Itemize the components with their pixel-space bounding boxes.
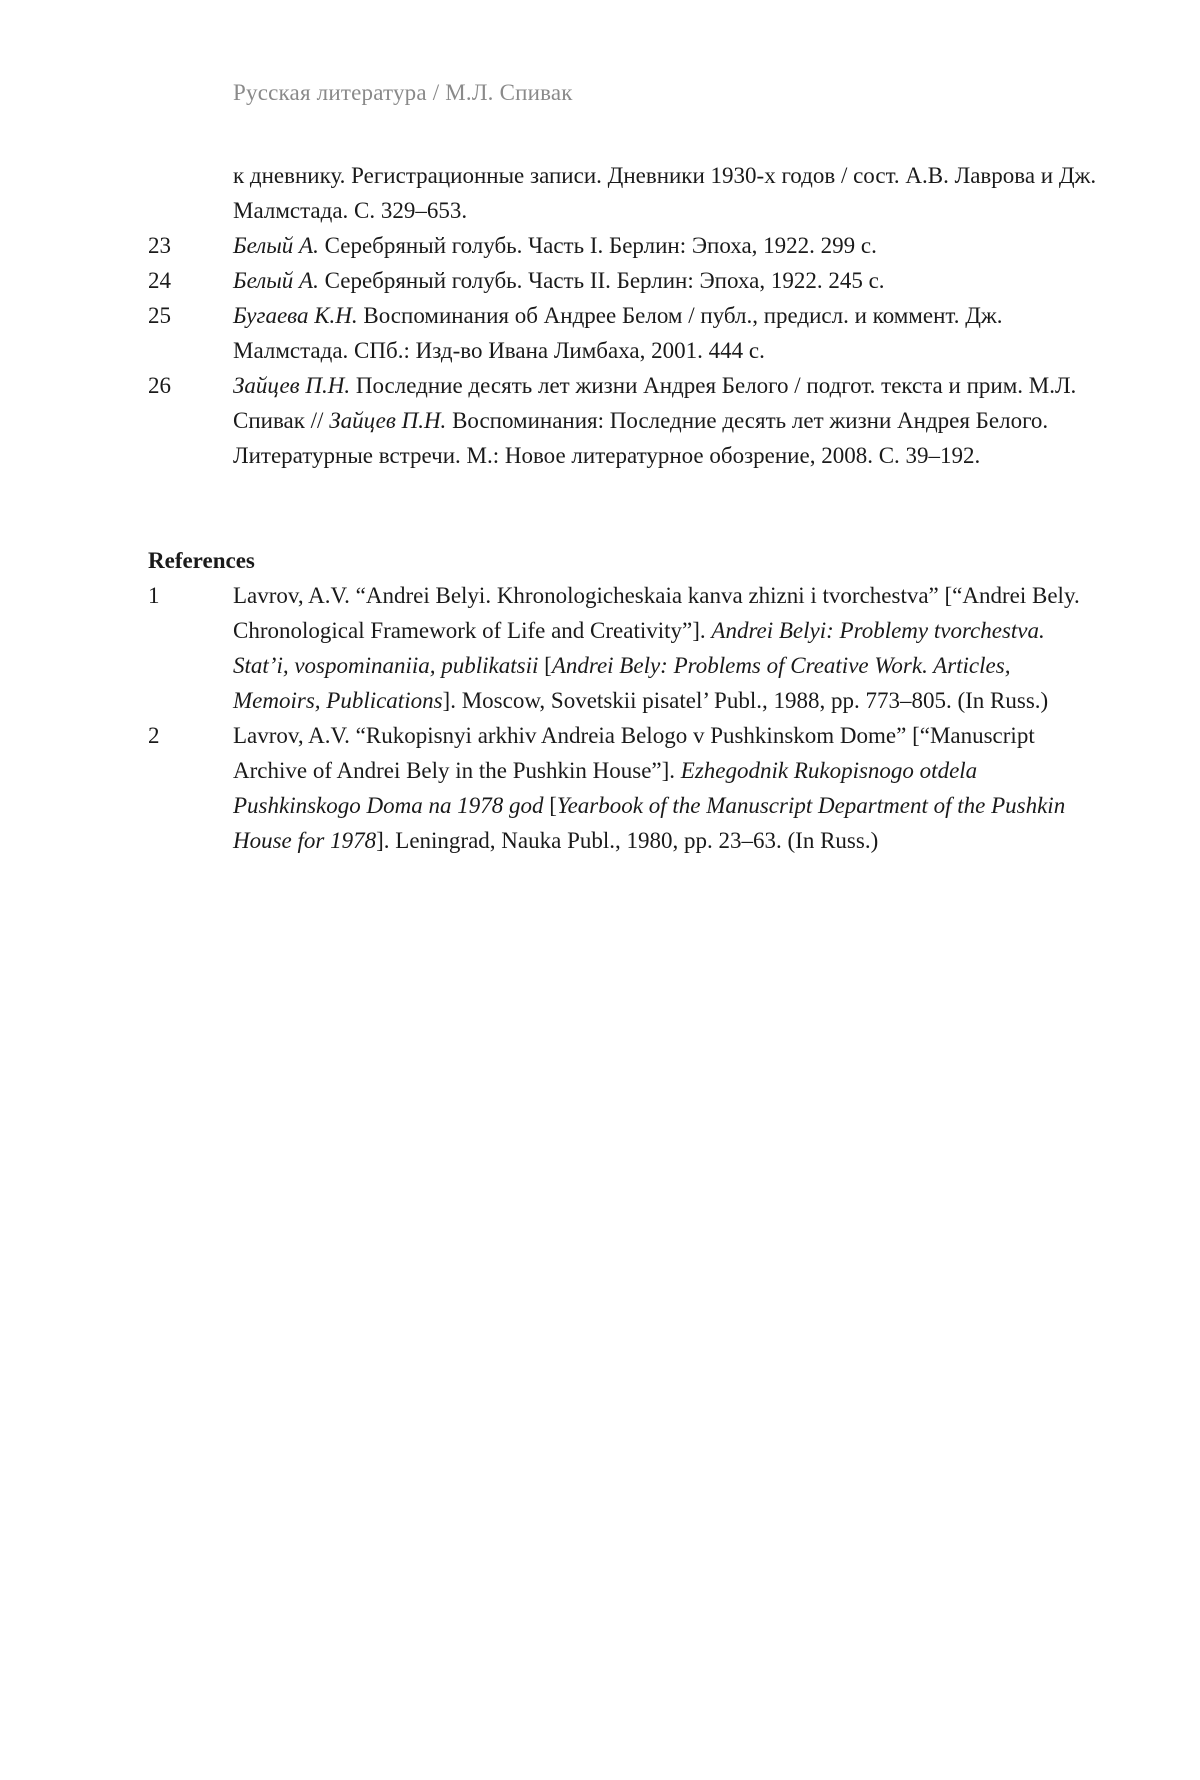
entry-number: 24 bbox=[148, 268, 171, 293]
entry-author-secondary: Зайцев П.Н. bbox=[329, 408, 447, 433]
entry-text bbox=[233, 298, 1098, 368]
ref-italic-b: Yearbook of the Manuscript Department of the Pushkin House for 1978 bbox=[233, 793, 1066, 853]
ref-italic-a: Ezhegodnik Rukopisnogo otdela Pushkinskogo Doma na 1978 god bbox=[233, 758, 978, 818]
entry-number: 26 bbox=[148, 373, 171, 398]
entry-text bbox=[233, 718, 1098, 858]
entry-body: Серебряный голубь. Часть II. Берлин: Эпоха, 1922. 245 с. bbox=[318, 268, 885, 293]
entry-author: Бугаева К.Н. bbox=[233, 303, 358, 328]
ref-plain-b: [ bbox=[543, 793, 557, 818]
reference-entry-1 bbox=[148, 578, 1098, 718]
ref-plain-a: Lavrov, A.V. “Andrei Belyi. Khronologicheskaia kanva zhizni i tvorchestva” [“Andrei Bely. Chronological Framework of Life and Creativity”]. bbox=[233, 583, 1080, 643]
entry-text bbox=[233, 263, 1098, 298]
ref-italic-a: Andrei Belyi: Problemy tvorchestva. Stat’i, vospominaniia, publikatsii bbox=[233, 618, 1045, 678]
entry-body-part-b: Воспоминания: Последние десять лет жизни Андрея Белого. Литературные встречи. М.: Новое литературное обозрение, 2008. С. 39–192. bbox=[233, 408, 1049, 468]
entry-author: Белый А. bbox=[233, 233, 319, 258]
entry-author: Зайцев П.Н. bbox=[233, 373, 351, 398]
entry-number: 2 bbox=[148, 723, 160, 748]
entry-author: Белый А. bbox=[233, 268, 319, 293]
entry-text bbox=[233, 228, 1098, 263]
source-entry-24 bbox=[148, 263, 1098, 298]
ref-plain-a: Lavrov, A.V. “Rukopisnyi arkhiv Andreia Belogo v Pushkinskom Dome” [“Manuscript Archive of Andrei Bely in the Pushkin House”]. bbox=[233, 723, 1035, 783]
entry-text bbox=[233, 368, 1098, 473]
ref-plain-b: [ bbox=[538, 653, 552, 678]
references-heading: References bbox=[148, 548, 255, 573]
entry-body: Серебряный голубь. Часть I. Берлин: Эпоха, 1922. 299 с. bbox=[318, 233, 877, 258]
ref-plain-c: ]. Leningrad, Nauka Publ., 1980, pp. 23–63. (In Russ.) bbox=[376, 828, 879, 853]
entry-number: 25 bbox=[148, 303, 171, 328]
ref-plain-c: ]. Moscow, Sovetskii pisatel’ Publ., 1988, pp. 773–805. (In Russ.) bbox=[442, 688, 1049, 713]
section-spacer bbox=[148, 473, 1098, 543]
source-entry-26 bbox=[148, 368, 1098, 473]
reference-entry-2 bbox=[148, 718, 1098, 858]
source-entry-25 bbox=[148, 298, 1098, 368]
entry-number: 1 bbox=[148, 583, 160, 608]
entry-number: 23 bbox=[148, 233, 171, 258]
entry-body: Воспоминания об Андрее Белом / публ., предисл. и коммент. Дж. Малмстада. СПб.: Изд-во Ивана Лимбаха, 2001. 444 с. bbox=[233, 303, 1003, 363]
running-head: Русская литература / М.Л. Спивак bbox=[233, 80, 573, 105]
page-body bbox=[148, 158, 1098, 858]
source-entry-23 bbox=[148, 228, 1098, 263]
continuation-entry: к дневнику. Регистрационные записи. Дневники 1930-х годов / сост. А.В. Лаврова и Дж. Малмстада. С. 329–653. bbox=[233, 163, 1097, 223]
entry-text bbox=[233, 578, 1098, 718]
ref-italic-b: Andrei Bely: Problems of Creative Work. Articles, Memoirs, Publications bbox=[233, 653, 1011, 713]
entry-body-part-a: Последние десять лет жизни Андрея Белого / подгот. текста и прим. М.Л. Спивак // bbox=[233, 373, 1077, 433]
